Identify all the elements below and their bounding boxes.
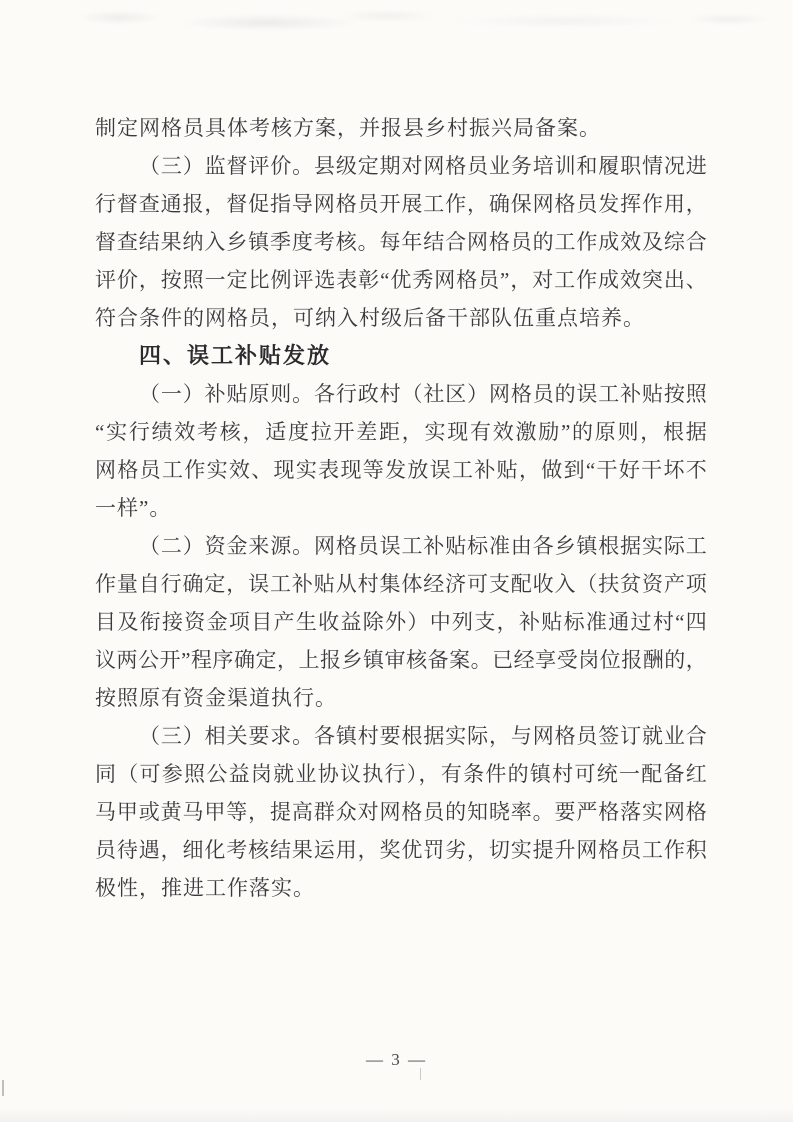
text-line: 同（可参照公益岗就业协议执行），有条件的镇村可统一配备红 bbox=[95, 762, 707, 786]
text-line: 符合条件的网格员，可纳入村级后备干部队伍重点培养。 bbox=[95, 306, 645, 330]
text-line: 网格员工作实效、现实表现等发放误工补贴，做到“干好干坏不 bbox=[95, 458, 707, 482]
page-number: — 3 — bbox=[366, 1050, 427, 1069]
text-line: 行督查通报，督促指导网格员开展工作，确保网格员发挥作用， bbox=[95, 192, 707, 216]
text-line: 作量自行确定，误工补贴从村集体经济可支配收入（扶贫资产项 bbox=[95, 572, 707, 596]
text-line: 制定网格员具体考核方案，并报县乡村振兴局备案。 bbox=[95, 116, 601, 140]
text-line: （一）补贴原则。各行政村（社区）网格员的误工补贴按照 bbox=[139, 382, 707, 406]
section-heading: 四、误工补贴发放 bbox=[139, 343, 332, 368]
text-line: 员待遇，细化考核结果运用，奖优罚劣，切实提升网格员工作积 bbox=[95, 838, 707, 862]
text-line: （三）监督评价。县级定期对网格员业务培训和履职情况进 bbox=[139, 154, 707, 178]
document-body bbox=[95, 109, 707, 907]
text-line: 议两公开”程序确定，上报乡镇审核备案。已经享受岗位报酬的， bbox=[95, 648, 707, 672]
text-line: 一样”。 bbox=[95, 496, 172, 520]
text-line: “实行绩效考核，适度拉开差距，实现有效激励”的原则，根据 bbox=[95, 420, 707, 444]
scan-ghost-artifact-top bbox=[30, 4, 773, 38]
scan-shadow-artifact-bottom bbox=[0, 1108, 793, 1122]
text-line: 督查结果纳入乡镇季度考核。每年结合网格员的工作成效及综合 bbox=[95, 230, 707, 254]
text-line: （三）相关要求。各镇村要根据实际，与网格员签订就业合 bbox=[139, 724, 707, 748]
text-line: 极性，推进工作落实。 bbox=[95, 876, 315, 900]
text-line: 评价，按照一定比例评选表彰“优秀网格员”，对工作成效突出、 bbox=[95, 268, 707, 292]
text-line: 马甲或黄马甲等，提高群众对网格员的知晓率。要严格落实网格 bbox=[95, 800, 707, 824]
text-line: 按照原有资金渠道执行。 bbox=[95, 686, 337, 710]
text-line: 目及衔接资金项目产生收益除外）中列支，补贴标准通过村“四 bbox=[95, 610, 707, 634]
scan-tick-mark-left bbox=[2, 1080, 4, 1096]
text-line: （二）资金来源。网格员误工补贴标准由各乡镇根据实际工 bbox=[139, 534, 707, 558]
